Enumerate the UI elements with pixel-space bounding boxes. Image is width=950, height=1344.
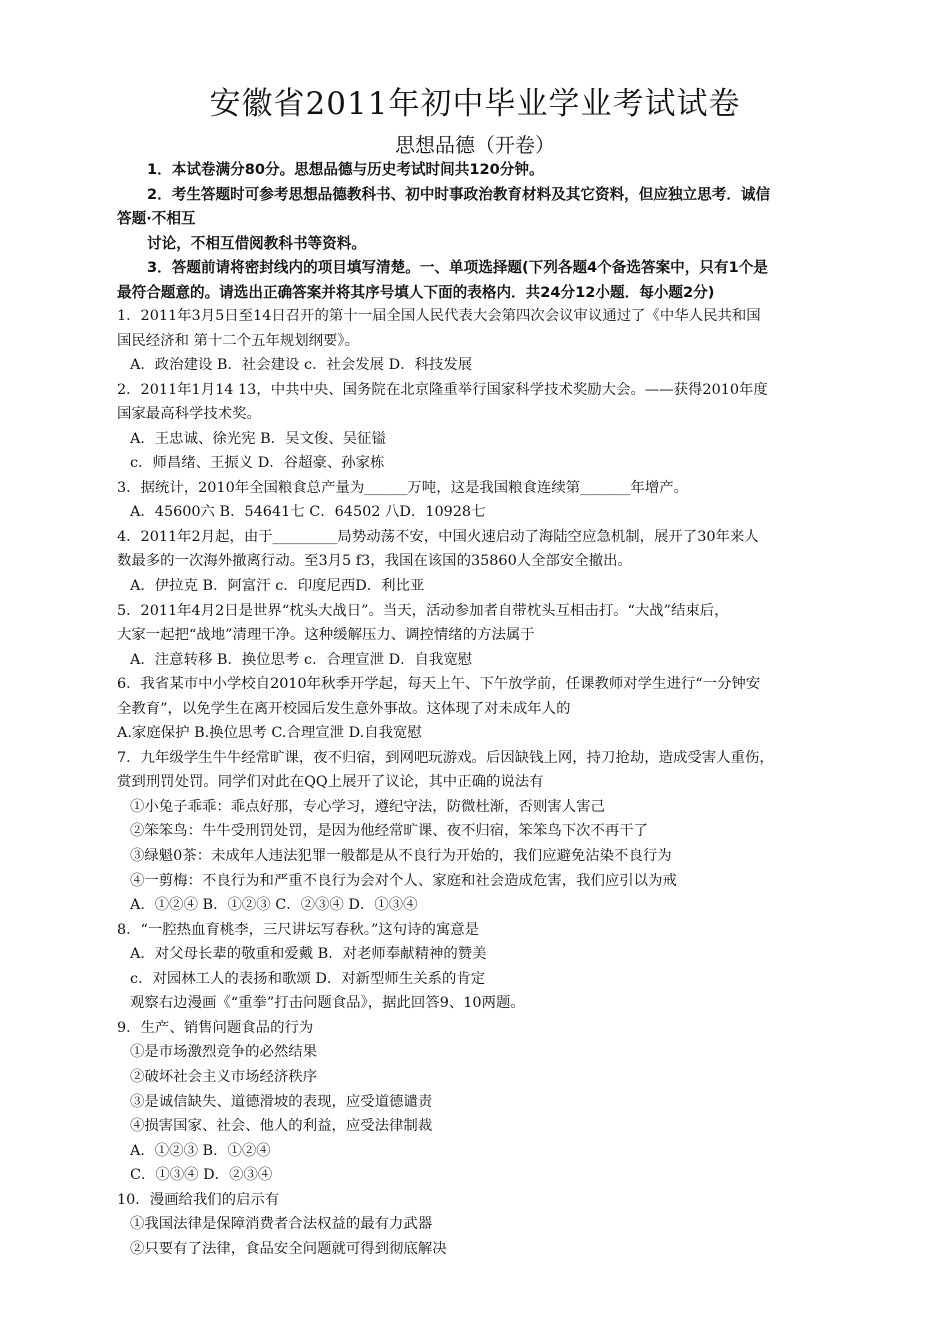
- question-line: 赏到刑罚处罚。同学们对此在QQ上展开了议论，其中正确的说法有: [117, 774, 544, 791]
- instruction-line: 3．答题前请将密封线内的项目填写清楚。一、单项选择题(下列各题4个备选答案中，只有1个是: [147, 259, 768, 276]
- instruction-line: 2．考生答题时可参考思想品德教科书、初中时事政治教育材料及其它资料，但应独立思考．诚信: [147, 185, 771, 203]
- statement-line: ①小兔子乖乖：乖点好那，专心学习，遵纪守法，防微杜渐，否则害人害己: [130, 798, 605, 815]
- statement-line: ③绿魁0茶：未成年人违法犯罪一般都是从不良行为开始的，我们应避免沾染不良行为: [130, 848, 672, 865]
- answer-options: A．王忠诚、徐光宪 B．吴文俊、吴征镒: [130, 430, 386, 447]
- question-line: 8．“一腔热血育桃李，三尺讲坛写春秋。”这句诗的寓意是: [117, 921, 480, 938]
- answer-options: A．①②③ B．①②④: [130, 1142, 271, 1159]
- statement-line: ④损害国家、社会、他人的利益，应受法律制裁: [130, 1118, 433, 1135]
- question-line: 观察右边漫画《“重拳”打击问题食品》，据此回答9、10两题。: [130, 995, 525, 1012]
- statement-line: ②破坏社会主义市场经济秩序: [130, 1068, 318, 1085]
- statement-line: ④一剪梅：不良行为和严重不良行为会对个人、家庭和社会造成危害，我们应引以为戒: [130, 872, 677, 889]
- question-line: 全教育”，以免学生在离开校园后发生意外事故。这体现了对未成年人的: [117, 700, 571, 717]
- exam-title: 安徽省2011年初中毕业学业考试试卷: [209, 86, 741, 122]
- answer-options: c．对园林工人的表扬和歌颂 D．对新型师生关系的肯定: [130, 970, 486, 987]
- question-line: 大家一起把“战地”清理干净。这种缓解压力、调控情绪的方法属于: [117, 627, 535, 644]
- answer-options: A．注意转移 B．换位思考 c．合理宣泄 D．自我宽慰: [130, 651, 473, 668]
- question-line: 2．2011年1月14 13，中共中央、国务院在北京隆重举行国家科学技术奖励大会。——获得2010年度: [117, 381, 768, 398]
- question-line: 数最多的一次海外撤离行动。至3月5 f3，我国在该国的35860人全部安全撤出。: [117, 553, 632, 570]
- statement-line: ②笨笨鸟：牛牛受刑罚处罚，是因为他经常旷课、夜不归宿，笨笨鸟下次不再干了: [130, 823, 649, 840]
- answer-options: A．对父母长辈的敬重和爱戴 B．对老师奉献精神的赞美: [130, 946, 487, 963]
- question-line: 5．2011年4月2日是世界“枕头大战日”。当天，活动参加者自带枕头互相击打。“大战”结束后，: [117, 602, 729, 619]
- statement-line: ③是诚信缺失、道德滑坡的表现，应受道德谴责: [130, 1093, 433, 1110]
- exam-subtitle: 思想品德（开卷）: [395, 133, 555, 157]
- answer-options: C．①③④ D．②③④: [130, 1167, 273, 1184]
- question-list: [117, 304, 879, 1261]
- answer-options: A．45600六 B．54641七 C．64502 八D．10928七: [130, 504, 486, 521]
- question-line: 4．2011年2月起，由于_________局势动荡不安，中国火速启动了海陆空应急机制，展开了30年来人: [117, 528, 759, 545]
- question-line: 10．漫画给我们的启示有: [117, 1191, 280, 1208]
- question-line: 9．生产、销售问题食品的行为: [117, 1019, 314, 1036]
- instruction-line: 1．本试卷满分80分。思想品德与历史考试时间共120分钟。: [147, 161, 544, 178]
- question-line: 3．据统计，2010年全国粮食总产量为______万吨，这是我国粮食连续第_______年增产。: [117, 479, 689, 496]
- statement-line: ①是市场激烈竞争的必然结果: [130, 1044, 318, 1061]
- answer-options: A．①②④ B．①②③ C．②③④ D．①③④: [130, 897, 418, 914]
- statement-line: ②只要有了法律，食品安全问题就可得到彻底解决: [130, 1240, 447, 1257]
- question-line: 国民经济和 第十二个五年规划纲要》。: [117, 332, 360, 349]
- instruction-line: 讨论，不相互借阅教科书等资料。: [147, 234, 366, 252]
- answer-options: A．伊拉克 B．阿富汗 c．印度尼西D．利比亚: [130, 578, 425, 595]
- instructions: [117, 158, 877, 305]
- question-line: 7．九年级学生牛牛经常旷课，夜不归宿，到网吧玩游戏。后因缺钱上网，持刀抢劫，造成受害人重伤，: [117, 749, 774, 766]
- question-line: 6．我省某市中小学校自2010年秋季开学起，每天上午、下午放学前，任课教师对学生进行“一分钟安: [117, 676, 761, 693]
- question-line: 1．2011年3月5日至14日召开的第十一届全国人民代表大会第四次会议审议通过了《中华人民共和国: [117, 308, 761, 324]
- answer-options: A.家庭保护 B.换位思考 C.合理宣泄 D.自我宽慰: [117, 725, 422, 742]
- statement-line: ①我国法律是保障消费者合法权益的最有力武器: [130, 1216, 433, 1233]
- instruction-line: 最符合题意的。请选出正确答案并将其序号填人下面的表格内．共24分12小题．每小题2分): [117, 283, 715, 301]
- question-line: 国家最高科学技术奖。: [117, 406, 261, 423]
- answer-options: c．师昌绪、王振义 D．谷超豪、孙家栋: [130, 455, 385, 472]
- answer-options: A．政治建设 B．社会建设 c．社会发展 D．科技发展: [130, 357, 473, 374]
- instruction-line: 答题·不相互: [117, 210, 196, 227]
